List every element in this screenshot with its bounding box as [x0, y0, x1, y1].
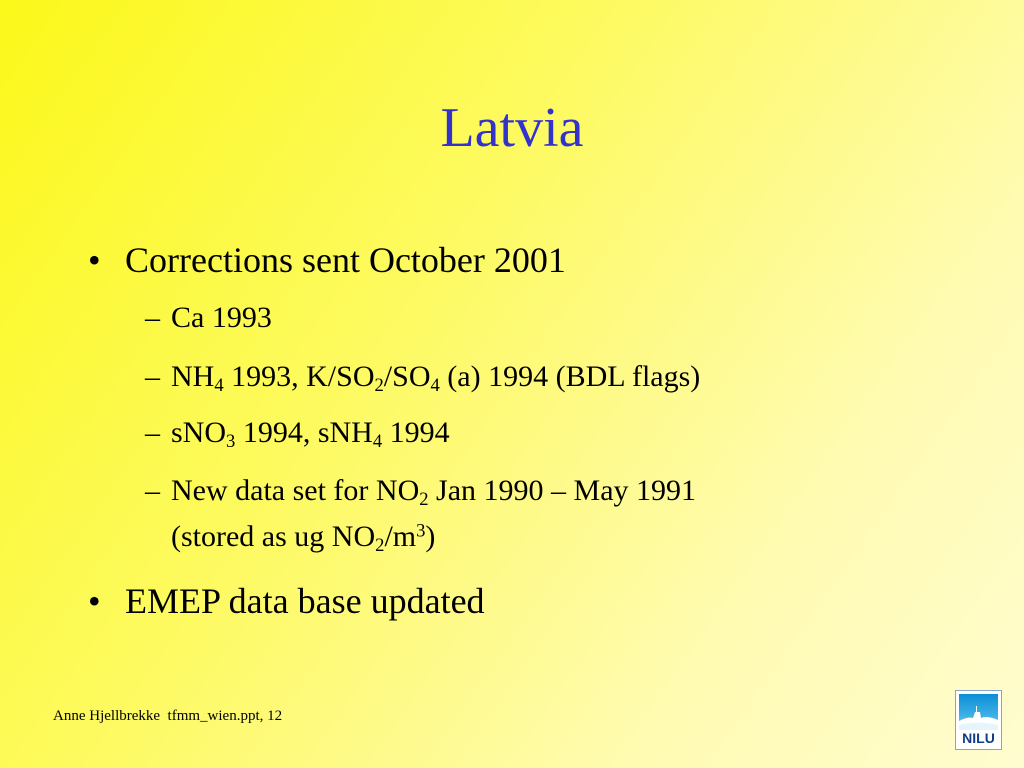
- bullet-text: EMEP data base updated: [125, 581, 485, 621]
- subscript: 4: [372, 431, 383, 453]
- bullet-marker: •: [88, 240, 101, 280]
- dash-marker: –: [145, 474, 160, 507]
- subitem-text: 1993, K/SO: [223, 360, 375, 393]
- subscript: 4: [214, 375, 224, 397]
- dash-marker: –: [145, 301, 160, 334]
- dash-marker: –: [145, 416, 160, 449]
- subitem-text: 1994, sNH: [235, 416, 373, 449]
- superscript: 3: [416, 520, 426, 542]
- logo-text: NILU: [962, 730, 995, 746]
- subitem-text: (stored as ug NO: [171, 520, 376, 553]
- subscript: 2: [375, 535, 385, 557]
- skyline-icon: [959, 694, 998, 730]
- slide-footer: Anne Hjellbrekke tfmm_wien.ppt, 12: [53, 708, 283, 724]
- subscript: 2: [374, 375, 384, 397]
- subitem-text: Jan 1990 – May 1991: [428, 474, 697, 507]
- subitem-nh4: [145, 360, 701, 397]
- subitem-text: /m: [384, 520, 417, 553]
- subitem-sno3: [145, 416, 450, 453]
- subscript: 3: [226, 431, 236, 453]
- subitem-text: Ca 1993: [171, 301, 272, 334]
- subitem-text: NH: [171, 360, 215, 393]
- bullet-text: Corrections sent October 2001: [125, 240, 566, 280]
- bullet-corrections: [88, 242, 566, 278]
- subitem-text: ): [425, 520, 436, 553]
- subitem-text: New data set for NO: [171, 474, 420, 507]
- subitem-text: /SO: [383, 360, 431, 393]
- dash-marker: –: [145, 360, 160, 393]
- subitem-no2-line2: [171, 520, 436, 557]
- subscript: 2: [419, 489, 429, 511]
- subitem-ca: [145, 303, 272, 333]
- subitem-text: 1994: [382, 416, 450, 449]
- subitem-text: (a) 1994 (BDL flags): [439, 360, 701, 393]
- slide-title: Latvia: [440, 97, 584, 159]
- nilu-logo: [955, 690, 1002, 750]
- subitem-text: sNO: [171, 416, 227, 449]
- subscript: 4: [430, 375, 440, 397]
- logo-sky-graphic: [959, 694, 998, 730]
- subitem-no2-line1: [145, 474, 697, 511]
- bullet-emep: [88, 583, 485, 619]
- bullet-marker: •: [88, 581, 101, 621]
